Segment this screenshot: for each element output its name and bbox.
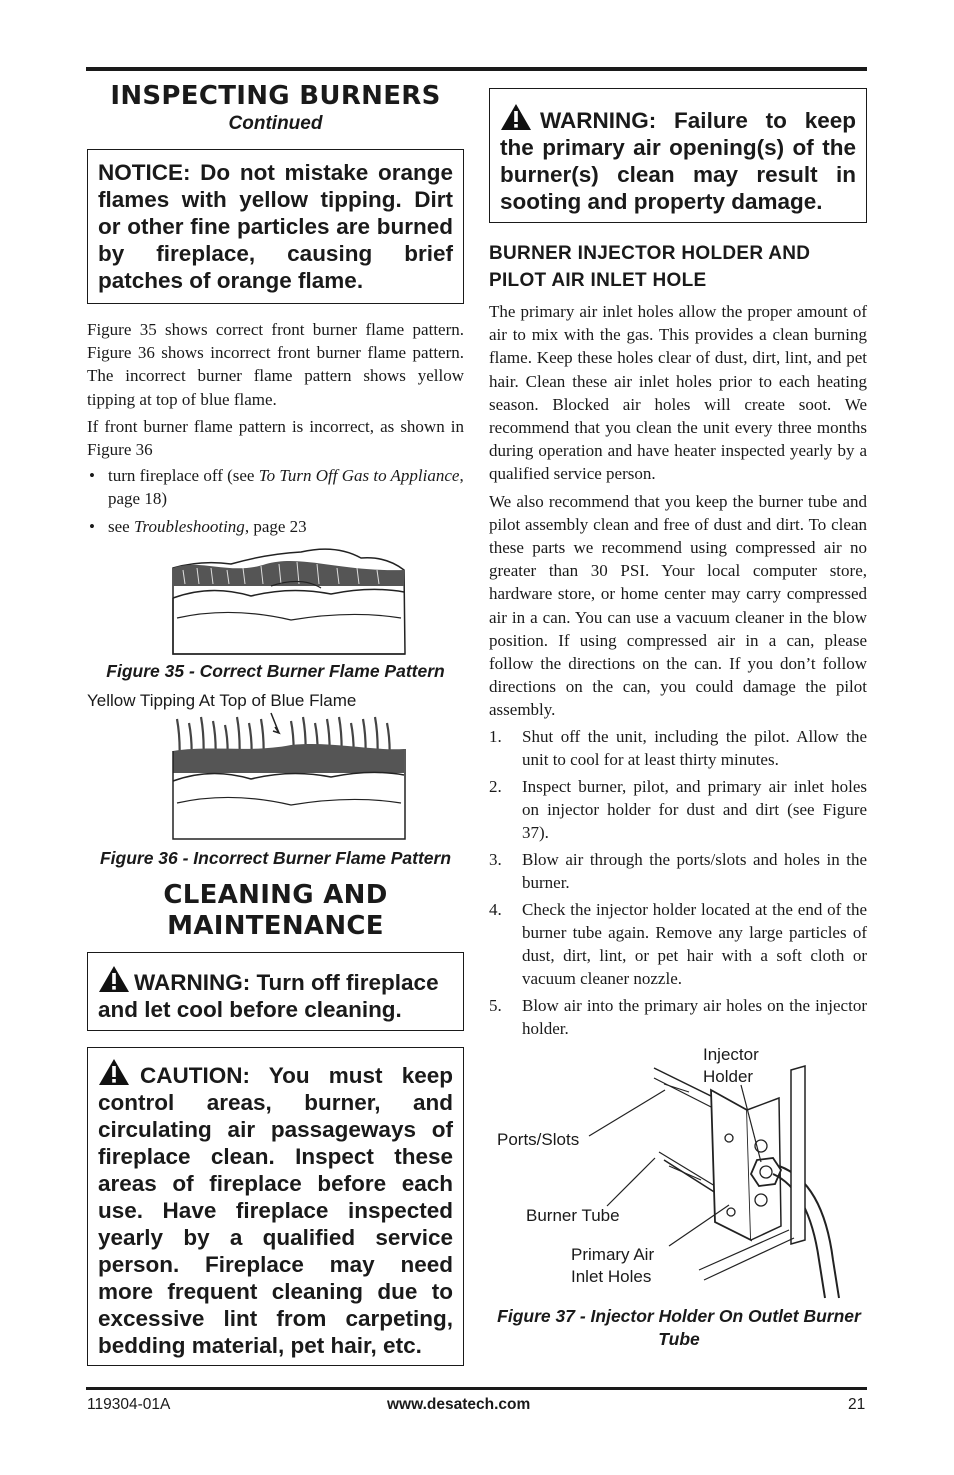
notice-box: NOTICE: Do not mistake orange flames with yellow tipping. Dirt or other fine particles are burned by fireplace, causing brief patches of orange flame. bbox=[87, 149, 464, 304]
figure-35-correct-flame-illustration bbox=[171, 546, 411, 658]
label-ports-slots: Ports/Slots bbox=[497, 1130, 580, 1149]
footer-doc-number: 119304-01A bbox=[87, 1396, 171, 1413]
warning-triangle-icon bbox=[98, 1058, 130, 1086]
label-injector: Injector bbox=[703, 1045, 759, 1064]
right-column bbox=[489, 78, 867, 1044]
section-subheading-continued: Continued bbox=[228, 113, 323, 134]
top-rule bbox=[86, 67, 867, 71]
bullet-troubleshooting: • see Troubleshooting, page 23 bbox=[87, 515, 464, 538]
bullet-turn-off: • turn fireplace off (see To Turn Off Gas to Appliance, page 18) bbox=[87, 464, 464, 510]
paragraph-flame-pattern: Figure 35 shows correct front burner flame pattern. Figure 36 shows incorrect front burner flame pattern. The incorrect burner flame pattern shows yellow tipping at top of blue flame. bbox=[87, 320, 464, 409]
step-item: 3. Blow air through the ports/slots and holes in the burner. bbox=[489, 849, 867, 892]
label-inlet-holes: Inlet Holes bbox=[571, 1267, 652, 1286]
warning-box-cool-down bbox=[87, 952, 464, 1031]
warning-box-air-openings bbox=[489, 88, 867, 223]
step-item: 4. Check the injector holder located at the end of the burner tube again. Remove any large particles of dust, dirt, lint, or pet hair with a soft cloth or vacuum cleaner nozzle. bbox=[489, 899, 867, 988]
figure-36-caption: Figure 36 - Incorrect Burner Flame Pattern bbox=[99, 847, 452, 868]
link-troubleshooting[interactable]: Troubleshooting bbox=[133, 516, 245, 536]
figure-35-caption: Figure 35 - Correct Burner Flame Pattern bbox=[106, 660, 445, 681]
warning-triangle-icon bbox=[98, 965, 130, 993]
figure-36-incorrect-flame-illustration bbox=[171, 711, 411, 843]
step-item: 5. Blow air into the primary air holes on the injector holder. bbox=[489, 995, 867, 1038]
caution-text: CAUTION: You must keep control areas, burner, and circulating air passageways of fireplace clean. Inspect these areas of fireplace before each use. Have fireplace inspected yearly by a qualified service person. Fireplace may need more frequent cleaning due to excessive lint from carpeting, bedding material, pet hair, etc. bbox=[98, 1062, 453, 1358]
figure-37-caption: Figure 37 - Injector Holder On Outlet Burner Tube bbox=[497, 1306, 861, 1349]
link-turn-off-gas[interactable]: To Turn Off Gas to Appliance bbox=[258, 466, 460, 486]
step-item: 1. Shut off the unit, including the pilot. Allow the unit to cool for at least thirty minutes. bbox=[489, 726, 867, 769]
section-heading-inspecting-burners: INSPECTING BURNERS bbox=[110, 81, 441, 111]
bullet-list bbox=[87, 464, 464, 538]
step-item: 2. Inspect burner, pilot, and primary air inlet holes on injector holder for dust and dirt (see Figure 37). bbox=[489, 776, 867, 842]
paragraph-primary-air: The primary air inlet holes allow the proper amount of air to mix with the gas. This provides a clean burning flame. Keep these holes clear of dust, dirt, lint, and pet hair. Clean these air inlet holes prior to each heating season. Blocked air holes will create soot. We recommend that you clean the unit every three months during operation and have heater inspected yearly by a qualified service person. bbox=[489, 302, 867, 484]
cleaning-steps-list bbox=[489, 725, 867, 1040]
caution-box bbox=[87, 1047, 464, 1366]
label-holder: Holder bbox=[703, 1067, 754, 1086]
figure-37-injector-holder-illustration bbox=[489, 1040, 867, 1300]
warning-triangle-icon bbox=[500, 103, 532, 131]
paragraph-incorrect-pattern: If front burner flame pattern is incorrect, as shown in Figure 36 bbox=[87, 416, 464, 460]
left-column bbox=[87, 78, 464, 1366]
footer-page-number: 21 bbox=[848, 1396, 866, 1413]
figure-37 bbox=[489, 1040, 867, 1300]
section-heading-cleaning: CLEANING AND MAINTENANCE bbox=[163, 879, 388, 941]
label-primary-air: Primary Air bbox=[571, 1245, 655, 1264]
label-burner-tube: Burner Tube bbox=[526, 1206, 620, 1225]
warning-text-cool-down: WARNING: Turn off fireplace and let cool before cleaning. bbox=[98, 969, 439, 1022]
figure-36-label: Yellow Tipping At Top of Blue Flame bbox=[87, 690, 357, 710]
paragraph-compressed-air: We also recommend that you keep the burner tube and pilot assembly clean and free of dust and dirt. To clean these parts we recommend using compressed air no greater than 30 PSI. Your local computer store, hardware store, or home center may carry compressed air in a can. You can use a vacuum cleaner in the blow position. If using compressed air in a can, please follow the directions on the can. If you don’t follow directions on the can, you could damage the pilot assembly. bbox=[489, 491, 867, 720]
footer-website-link[interactable]: www.desatech.com bbox=[387, 1396, 531, 1413]
bottom-rule bbox=[86, 1387, 867, 1390]
subheading-injector-holder: BURNER INJECTOR HOLDER AND PILOT AIR INLET HOLE bbox=[489, 243, 811, 291]
warning-text-air-openings: WARNING: Failure to keep the primary air opening(s) of the burner(s) clean may result in sooting and property damage. bbox=[500, 108, 856, 214]
